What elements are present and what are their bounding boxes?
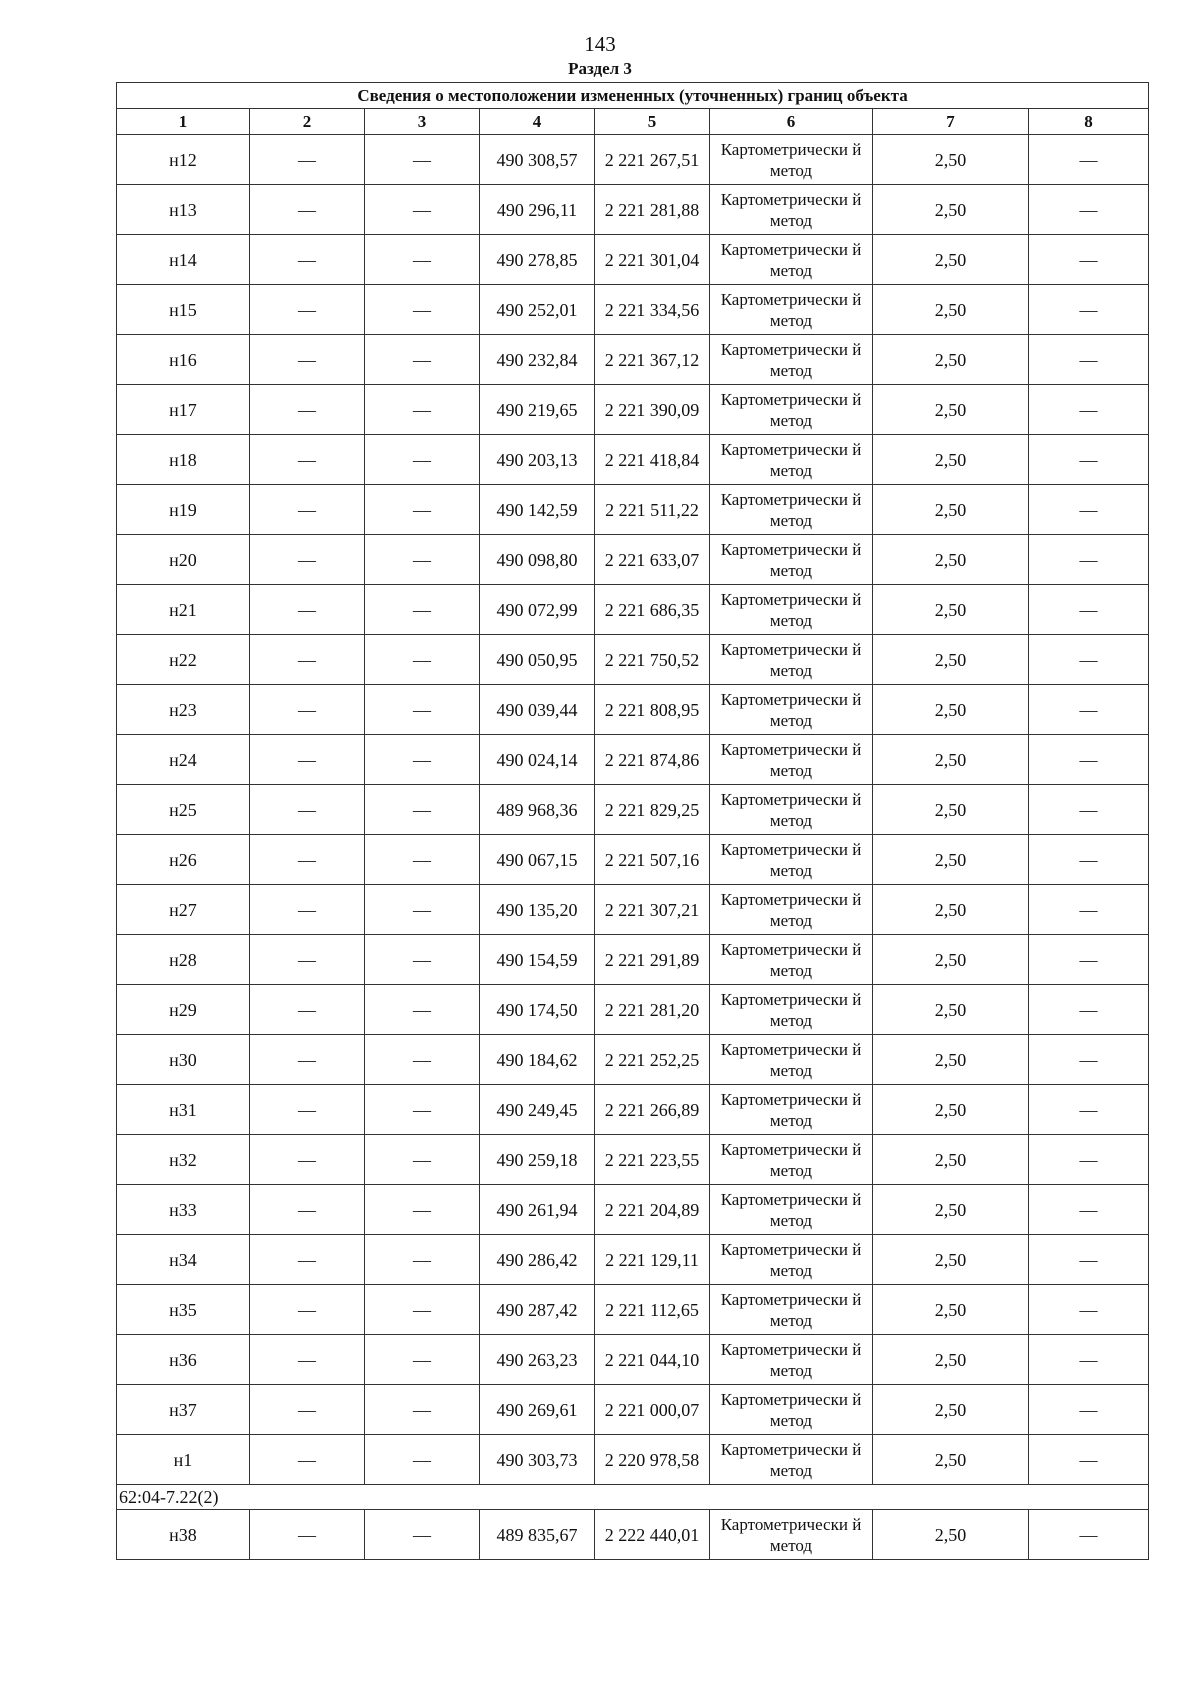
column-2-cell: — xyxy=(250,1510,365,1560)
x-coordinate-cell: 490 303,73 xyxy=(480,1435,595,1485)
column-3-cell: — xyxy=(365,1510,480,1560)
accuracy-cell: 2,50 xyxy=(873,735,1029,785)
x-coordinate-cell: 490 249,45 xyxy=(480,1085,595,1135)
column-8-cell: — xyxy=(1029,535,1149,585)
column-8-cell: — xyxy=(1029,435,1149,485)
x-coordinate-cell: 490 154,59 xyxy=(480,935,595,985)
point-cell: н25 xyxy=(117,785,250,835)
x-coordinate-cell: 490 174,50 xyxy=(480,985,595,1035)
method-cell: Картометрически й метод xyxy=(710,985,873,1035)
accuracy-cell: 2,50 xyxy=(873,1385,1029,1435)
column-8-cell: — xyxy=(1029,485,1149,535)
y-coordinate-cell: 2 221 307,21 xyxy=(595,885,710,935)
accuracy-cell: 2,50 xyxy=(873,185,1029,235)
y-coordinate-cell: 2 221 044,10 xyxy=(595,1335,710,1385)
column-8-cell: — xyxy=(1029,1435,1149,1485)
column-3-cell: — xyxy=(365,1035,480,1085)
point-cell: н33 xyxy=(117,1185,250,1235)
method-cell: Картометрически й метод xyxy=(710,1235,873,1285)
x-coordinate-cell: 490 263,23 xyxy=(480,1335,595,1385)
point-cell: н15 xyxy=(117,285,250,335)
column-8-cell: — xyxy=(1029,685,1149,735)
method-cell: Картометрически й метод xyxy=(710,485,873,535)
method-cell: Картометрически й метод xyxy=(710,1335,873,1385)
column-2-cell: — xyxy=(250,985,365,1035)
x-coordinate-cell: 490 067,15 xyxy=(480,835,595,885)
column-3-cell: — xyxy=(365,185,480,235)
accuracy-cell: 2,50 xyxy=(873,285,1029,335)
column-3-cell: — xyxy=(365,285,480,335)
y-coordinate-cell: 2 221 129,11 xyxy=(595,1235,710,1285)
y-coordinate-cell: 2 221 223,55 xyxy=(595,1135,710,1185)
column-8-cell: — xyxy=(1029,1385,1149,1435)
column-8-cell: — xyxy=(1029,385,1149,435)
accuracy-cell: 2,50 xyxy=(873,135,1029,185)
column-2-cell: — xyxy=(250,885,365,935)
method-cell: Картометрически й метод xyxy=(710,185,873,235)
accuracy-cell: 2,50 xyxy=(873,835,1029,885)
accuracy-cell: 2,50 xyxy=(873,1235,1029,1285)
table-row xyxy=(117,885,1149,935)
method-cell: Картометрически й метод xyxy=(710,785,873,835)
point-cell: н37 xyxy=(117,1385,250,1435)
x-coordinate-cell: 490 135,20 xyxy=(480,885,595,935)
y-coordinate-cell: 2 221 281,88 xyxy=(595,185,710,235)
point-cell: н35 xyxy=(117,1285,250,1335)
point-cell: н27 xyxy=(117,885,250,935)
column-2-cell: — xyxy=(250,1085,365,1135)
column-8-cell: — xyxy=(1029,1510,1149,1560)
column-header: 1 xyxy=(117,109,250,135)
column-3-cell: — xyxy=(365,485,480,535)
column-header: 7 xyxy=(873,109,1029,135)
x-coordinate-cell: 490 039,44 xyxy=(480,685,595,735)
column-3-cell: — xyxy=(365,535,480,585)
column-8-cell: — xyxy=(1029,785,1149,835)
column-3-cell: — xyxy=(365,135,480,185)
column-2-cell: — xyxy=(250,385,365,435)
point-cell: н38 xyxy=(117,1510,250,1560)
column-2-cell: — xyxy=(250,335,365,385)
x-coordinate-cell: 490 296,11 xyxy=(480,185,595,235)
column-2-cell: — xyxy=(250,635,365,685)
method-cell: Картометрически й метод xyxy=(710,1085,873,1135)
y-coordinate-cell: 2 221 000,07 xyxy=(595,1385,710,1435)
column-2-cell: — xyxy=(250,535,365,585)
column-8-cell: — xyxy=(1029,185,1149,235)
column-header: 2 xyxy=(250,109,365,135)
method-cell: Картометрически й метод xyxy=(710,1510,873,1560)
table-title-row xyxy=(117,83,1149,109)
column-8-cell: — xyxy=(1029,1035,1149,1085)
column-8-cell: — xyxy=(1029,285,1149,335)
point-cell: н34 xyxy=(117,1235,250,1285)
method-cell: Картометрически й метод xyxy=(710,1285,873,1335)
y-coordinate-cell: 2 221 252,25 xyxy=(595,1035,710,1085)
x-coordinate-cell: 490 278,85 xyxy=(480,235,595,285)
column-8-cell: — xyxy=(1029,1085,1149,1135)
point-cell: н21 xyxy=(117,585,250,635)
point-cell: н22 xyxy=(117,635,250,685)
table-row xyxy=(117,135,1149,185)
table-title: Сведения о местоположении измененных (уточненных) границ объекта xyxy=(117,83,1149,109)
column-8-cell: — xyxy=(1029,935,1149,985)
point-cell: н19 xyxy=(117,485,250,535)
point-cell: н28 xyxy=(117,935,250,985)
point-cell: н13 xyxy=(117,185,250,235)
y-coordinate-cell: 2 221 291,89 xyxy=(595,935,710,985)
table-row xyxy=(117,935,1149,985)
accuracy-cell: 2,50 xyxy=(873,1085,1029,1135)
column-2-cell: — xyxy=(250,585,365,635)
column-3-cell: — xyxy=(365,1335,480,1385)
y-coordinate-cell: 2 221 281,20 xyxy=(595,985,710,1035)
y-coordinate-cell: 2 221 633,07 xyxy=(595,535,710,585)
column-2-cell: — xyxy=(250,1235,365,1285)
column-8-cell: — xyxy=(1029,1335,1149,1385)
point-cell: н32 xyxy=(117,1135,250,1185)
y-coordinate-cell: 2 221 204,89 xyxy=(595,1185,710,1235)
column-2-cell: — xyxy=(250,185,365,235)
column-3-cell: — xyxy=(365,1135,480,1185)
y-coordinate-cell: 2 221 874,86 xyxy=(595,735,710,785)
x-coordinate-cell: 490 261,94 xyxy=(480,1185,595,1235)
table-row xyxy=(117,435,1149,485)
y-coordinate-cell: 2 221 808,95 xyxy=(595,685,710,735)
column-3-cell: — xyxy=(365,835,480,885)
column-2-cell: — xyxy=(250,1435,365,1485)
y-coordinate-cell: 2 221 829,25 xyxy=(595,785,710,835)
y-coordinate-cell: 2 221 507,16 xyxy=(595,835,710,885)
column-3-cell: — xyxy=(365,635,480,685)
point-cell: н18 xyxy=(117,435,250,485)
y-coordinate-cell: 2 221 418,84 xyxy=(595,435,710,485)
accuracy-cell: 2,50 xyxy=(873,385,1029,435)
column-3-cell: — xyxy=(365,585,480,635)
method-cell: Картометрически й метод xyxy=(710,1035,873,1085)
method-cell: Картометрически й метод xyxy=(710,585,873,635)
accuracy-cell: 2,50 xyxy=(873,335,1029,385)
column-3-cell: — xyxy=(365,785,480,835)
column-3-cell: — xyxy=(365,1385,480,1435)
point-cell: н29 xyxy=(117,985,250,1035)
column-8-cell: — xyxy=(1029,885,1149,935)
point-cell: н17 xyxy=(117,385,250,435)
column-8-cell: — xyxy=(1029,635,1149,685)
column-2-cell: — xyxy=(250,1035,365,1085)
table-row xyxy=(117,235,1149,285)
x-coordinate-cell: 490 072,99 xyxy=(480,585,595,635)
x-coordinate-cell: 490 050,95 xyxy=(480,635,595,685)
accuracy-cell: 2,50 xyxy=(873,1185,1029,1235)
column-2-cell: — xyxy=(250,135,365,185)
x-coordinate-cell: 490 308,57 xyxy=(480,135,595,185)
column-2-cell: — xyxy=(250,1285,365,1335)
x-coordinate-cell: 489 968,36 xyxy=(480,785,595,835)
method-cell: Картометрически й метод xyxy=(710,685,873,735)
table-row xyxy=(117,1285,1149,1335)
point-cell: н31 xyxy=(117,1085,250,1135)
column-8-cell: — xyxy=(1029,1135,1149,1185)
accuracy-cell: 2,50 xyxy=(873,1510,1029,1560)
point-cell: н36 xyxy=(117,1335,250,1385)
method-cell: Картометрически й метод xyxy=(710,1135,873,1185)
accuracy-cell: 2,50 xyxy=(873,535,1029,585)
y-coordinate-cell: 2 221 112,65 xyxy=(595,1285,710,1335)
page-number: 143 xyxy=(584,32,616,56)
table-row xyxy=(117,285,1149,335)
table-row xyxy=(117,185,1149,235)
accuracy-cell: 2,50 xyxy=(873,785,1029,835)
table-row xyxy=(117,1335,1149,1385)
column-3-cell: — xyxy=(365,335,480,385)
column-8-cell: — xyxy=(1029,835,1149,885)
column-2-cell: — xyxy=(250,685,365,735)
column-3-cell: — xyxy=(365,1285,480,1335)
table-row xyxy=(117,985,1149,1035)
table-row xyxy=(117,1185,1149,1235)
column-3-cell: — xyxy=(365,1085,480,1135)
column-header: 4 xyxy=(480,109,595,135)
accuracy-cell: 2,50 xyxy=(873,1285,1029,1335)
table-row xyxy=(117,1435,1149,1485)
column-header: 8 xyxy=(1029,109,1149,135)
table-row xyxy=(117,1085,1149,1135)
method-cell: Картометрически й метод xyxy=(710,335,873,385)
column-header: 3 xyxy=(365,109,480,135)
group-label: 62:04-7.22(2) xyxy=(117,1485,1149,1510)
method-cell: Картометрически й метод xyxy=(710,385,873,435)
table-row xyxy=(117,635,1149,685)
x-coordinate-cell: 490 184,62 xyxy=(480,1035,595,1085)
column-2-cell: — xyxy=(250,435,365,485)
column-8-cell: — xyxy=(1029,1185,1149,1235)
method-cell: Картометрически й метод xyxy=(710,735,873,785)
point-cell: н16 xyxy=(117,335,250,385)
x-coordinate-cell: 489 835,67 xyxy=(480,1510,595,1560)
table-row xyxy=(117,335,1149,385)
accuracy-cell: 2,50 xyxy=(873,1035,1029,1085)
point-cell: н23 xyxy=(117,685,250,735)
column-2-cell: — xyxy=(250,1135,365,1185)
y-coordinate-cell: 2 221 267,51 xyxy=(595,135,710,185)
column-3-cell: — xyxy=(365,235,480,285)
point-cell: н26 xyxy=(117,835,250,885)
column-3-cell: — xyxy=(365,385,480,435)
column-3-cell: — xyxy=(365,885,480,935)
x-coordinate-cell: 490 287,42 xyxy=(480,1285,595,1335)
x-coordinate-cell: 490 286,42 xyxy=(480,1235,595,1285)
point-cell: н24 xyxy=(117,735,250,785)
column-2-cell: — xyxy=(250,935,365,985)
accuracy-cell: 2,50 xyxy=(873,985,1029,1035)
boundary-coordinates-table xyxy=(116,82,1149,1560)
column-2-cell: — xyxy=(250,835,365,885)
column-3-cell: — xyxy=(365,1235,480,1285)
column-8-cell: — xyxy=(1029,235,1149,285)
x-coordinate-cell: 490 219,65 xyxy=(480,385,595,435)
table-row xyxy=(117,485,1149,535)
x-coordinate-cell: 490 252,01 xyxy=(480,285,595,335)
x-coordinate-cell: 490 203,13 xyxy=(480,435,595,485)
table-row xyxy=(117,1385,1149,1435)
column-3-cell: — xyxy=(365,435,480,485)
method-cell: Картометрически й метод xyxy=(710,635,873,685)
y-coordinate-cell: 2 221 750,52 xyxy=(595,635,710,685)
section-title: Раздел 3 xyxy=(568,59,632,78)
accuracy-cell: 2,50 xyxy=(873,585,1029,635)
accuracy-cell: 2,50 xyxy=(873,485,1029,535)
accuracy-cell: 2,50 xyxy=(873,1435,1029,1485)
table-row xyxy=(117,735,1149,785)
accuracy-cell: 2,50 xyxy=(873,935,1029,985)
method-cell: Картометрически й метод xyxy=(710,235,873,285)
column-2-cell: — xyxy=(250,485,365,535)
point-cell: н14 xyxy=(117,235,250,285)
table-row xyxy=(117,785,1149,835)
y-coordinate-cell: 2 221 390,09 xyxy=(595,385,710,435)
x-coordinate-cell: 490 232,84 xyxy=(480,335,595,385)
y-coordinate-cell: 2 220 978,58 xyxy=(595,1435,710,1485)
y-coordinate-cell: 2 221 334,56 xyxy=(595,285,710,335)
table-row xyxy=(117,1135,1149,1185)
method-cell: Картометрически й метод xyxy=(710,1435,873,1485)
y-coordinate-cell: 2 221 367,12 xyxy=(595,335,710,385)
column-8-cell: — xyxy=(1029,335,1149,385)
column-2-cell: — xyxy=(250,1335,365,1385)
column-8-cell: — xyxy=(1029,135,1149,185)
method-cell: Картометрически й метод xyxy=(710,1385,873,1435)
column-8-cell: — xyxy=(1029,1285,1149,1335)
table-row xyxy=(117,585,1149,635)
point-cell: н12 xyxy=(117,135,250,185)
column-8-cell: — xyxy=(1029,1235,1149,1285)
y-coordinate-cell: 2 221 301,04 xyxy=(595,235,710,285)
column-3-cell: — xyxy=(365,685,480,735)
method-cell: Картометрически й метод xyxy=(710,435,873,485)
accuracy-cell: 2,50 xyxy=(873,635,1029,685)
column-3-cell: — xyxy=(365,735,480,785)
accuracy-cell: 2,50 xyxy=(873,885,1029,935)
accuracy-cell: 2,50 xyxy=(873,1335,1029,1385)
method-cell: Картометрически й метод xyxy=(710,285,873,335)
column-2-cell: — xyxy=(250,1385,365,1435)
column-2-cell: — xyxy=(250,285,365,335)
group-row xyxy=(117,1485,1149,1510)
column-2-cell: — xyxy=(250,785,365,835)
column-2-cell: — xyxy=(250,235,365,285)
x-coordinate-cell: 490 024,14 xyxy=(480,735,595,785)
x-coordinate-cell: 490 098,80 xyxy=(480,535,595,585)
column-8-cell: — xyxy=(1029,585,1149,635)
column-3-cell: — xyxy=(365,1435,480,1485)
column-header: 6 xyxy=(710,109,873,135)
method-cell: Картометрически й метод xyxy=(710,835,873,885)
y-coordinate-cell: 2 221 511,22 xyxy=(595,485,710,535)
table-row xyxy=(117,1510,1149,1560)
x-coordinate-cell: 490 259,18 xyxy=(480,1135,595,1185)
table-row xyxy=(117,385,1149,435)
table-row xyxy=(117,1035,1149,1085)
column-2-cell: — xyxy=(250,735,365,785)
column-8-cell: — xyxy=(1029,985,1149,1035)
table-row xyxy=(117,685,1149,735)
table-row xyxy=(117,835,1149,885)
method-cell: Картометрически й метод xyxy=(710,1185,873,1235)
column-3-cell: — xyxy=(365,1185,480,1235)
accuracy-cell: 2,50 xyxy=(873,235,1029,285)
column-3-cell: — xyxy=(365,985,480,1035)
column-2-cell: — xyxy=(250,1185,365,1235)
method-cell: Картометрически й метод xyxy=(710,135,873,185)
column-8-cell: — xyxy=(1029,735,1149,785)
method-cell: Картометрически й метод xyxy=(710,935,873,985)
accuracy-cell: 2,50 xyxy=(873,1135,1029,1185)
x-coordinate-cell: 490 142,59 xyxy=(480,485,595,535)
method-cell: Картометрически й метод xyxy=(710,885,873,935)
column-3-cell: — xyxy=(365,935,480,985)
x-coordinate-cell: 490 269,61 xyxy=(480,1385,595,1435)
y-coordinate-cell: 2 221 266,89 xyxy=(595,1085,710,1135)
table-row xyxy=(117,1235,1149,1285)
column-header: 5 xyxy=(595,109,710,135)
accuracy-cell: 2,50 xyxy=(873,435,1029,485)
method-cell: Картометрически й метод xyxy=(710,535,873,585)
y-coordinate-cell: 2 222 440,01 xyxy=(595,1510,710,1560)
y-coordinate-cell: 2 221 686,35 xyxy=(595,585,710,635)
accuracy-cell: 2,50 xyxy=(873,685,1029,735)
point-cell: н1 xyxy=(117,1435,250,1485)
point-cell: н30 xyxy=(117,1035,250,1085)
column-header-row xyxy=(117,109,1149,135)
table-row xyxy=(117,535,1149,585)
point-cell: н20 xyxy=(117,535,250,585)
